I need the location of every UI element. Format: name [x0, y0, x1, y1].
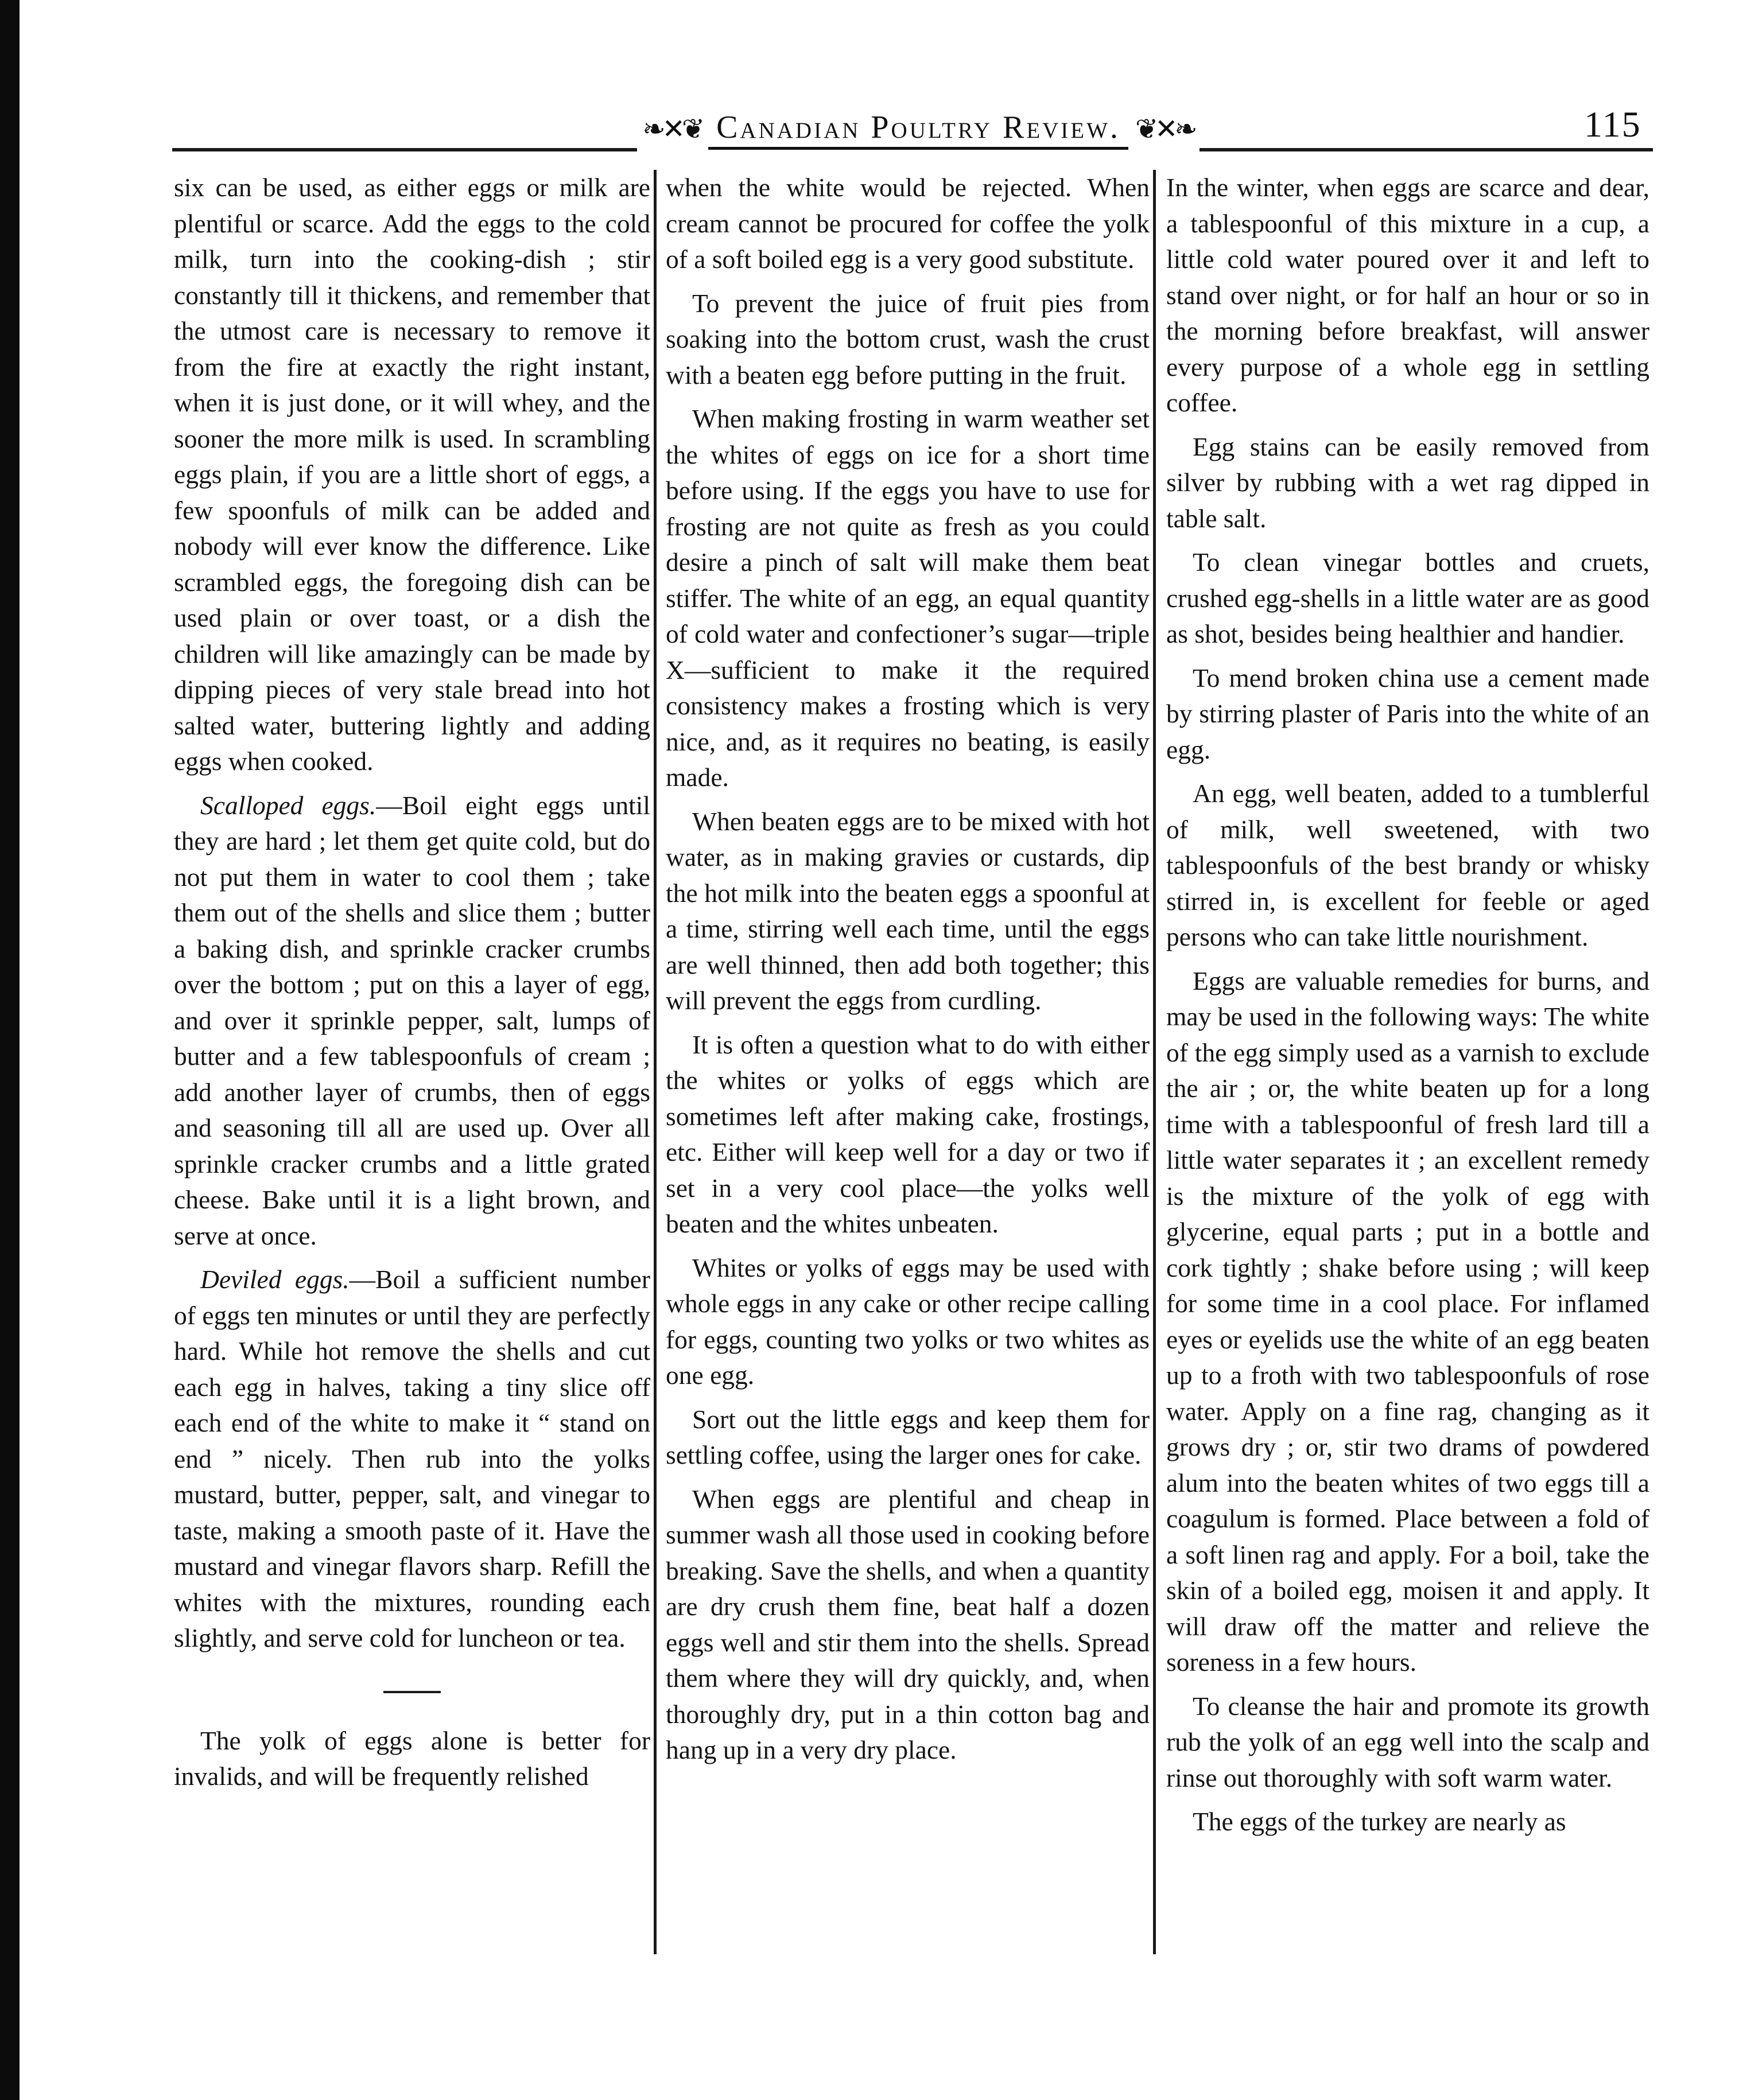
column-rule-right: [1153, 170, 1156, 1954]
masthead-right-ornament-icon: ❦✕❧: [1135, 113, 1194, 145]
paragraph: Whites or yolks of eggs may be used with whole eggs in any cake or other recipe calling for eggs, counting two yolks or two whites as one egg.: [666, 1253, 1150, 1390]
scan-edge-border: [0, 0, 20, 2100]
paragraph-deviled-eggs: [174, 1262, 650, 1656]
paragraph: Sort out the little eggs and keep them for settling coffee, using the larger ones for cake.: [666, 1404, 1150, 1469]
paragraph: To prevent the juice of fruit pies from soaking into the bottom crust, wash the crust with a beaten egg before putting in the fruit.: [666, 288, 1150, 390]
text-column-1: [174, 170, 650, 1954]
paragraph: In the winter, when eggs are scarce and dear, a tablespoonful of this mixture in a cup, a little cold water poured over it and left to stand over night, or for half an hour or so in the morning before breakfast, will answer every purpose of a whole egg in settling coffee.: [1166, 173, 1649, 417]
masthead: [643, 98, 1194, 161]
paragraph: The eggs of the turkey are nearly as: [1193, 1807, 1566, 1836]
paragraph: To clean vinegar bottles and cruets, crushed egg-shells in a little water are as good as shot, besides being healthier and handier.: [1166, 547, 1649, 648]
paragraph: when the white would be rejected. When cream cannot be procured for coffee the yolk of a soft boiled egg is a very good substitute.: [666, 173, 1150, 274]
recipe-heading: Deviled eggs.: [200, 1265, 350, 1294]
text-column-2: [666, 170, 1150, 1954]
paragraph: An egg, well beaten, added to a tumblerful of milk, well sweetened, with two tablespoonfuls of the best brandy or whisky stirred in, is excellent for feeble or aged persons who can take little nourishment.: [1166, 779, 1649, 951]
paragraph: To mend broken china use a cement made by stirring plaster of Paris into the white of an egg.: [1166, 663, 1649, 764]
paragraph: When beaten eggs are to be mixed with hot water, as in making gravies or custards, dip the hot milk into the beaten eggs a spoonful at a time, stirring well each time, until the eggs are well thinned, then add both together; this will prevent the eggs from curdling.: [666, 806, 1150, 1015]
recipe-heading: Scalloped eggs.: [200, 790, 376, 820]
section-divider: [383, 1691, 441, 1693]
header-rule-left: [172, 148, 637, 151]
masthead-left-ornament-icon: ❧✕❦: [642, 113, 702, 145]
paragraph: Egg stains can be easily removed from silver by rubbing with a wet rag dipped in table salt.: [1166, 431, 1649, 533]
paragraph: It is often a question what to do with either the whites or yolks of eggs which are sometimes left after making cake, frostings, etc. Either will keep well for a day or two if set in a very cool place—the yolks well beaten and the whites unbeaten.: [666, 1029, 1150, 1238]
recipe-body: —Boil a sufficient number of eggs ten minutes or until they are perfectly hard. While hot remove the shells and cut each egg in halves, taking a tiny slice off each end of the white to make it “ stand on end ” nicely. Then rub into the yolks mustard, butter, pepper, salt, and vinegar to taste, making a smooth paste of it. Have the mustard and vinegar flavors sharp. Refill the whites with the mixtures, rounding each slightly, and serve cold for luncheon or tea.: [174, 1265, 650, 1652]
paragraph: To cleanse the hair and promote its growth rub the yolk of an egg well into the scalp and rinse out thoroughly with soft warm water.: [1166, 1691, 1649, 1792]
recipe-body: —Boil eight eggs until they are hard ; let them get quite cold, but do not put them in water to cool them ; take them out of the shells and slice them ; butter a baking dish, and sprinkle cracker crumbs over the bottom ; put on this a layer of egg, and over it sprinkle pepper, salt, lumps of butter and a few tablespoonfuls of cream ; add another layer of crumbs, then of eggs and seasoning till all are used up. Over all sprinkle cracker crumbs and a little grated cheese. Bake until it is a light brown, and serve at once.: [174, 790, 651, 1250]
page-number: 115: [1584, 104, 1641, 145]
masthead-title: Canadian Poultry Review.: [708, 109, 1128, 150]
paragraph-scalloped-eggs: [174, 788, 650, 1254]
paragraph: When eggs are plentiful and cheap in summer wash all those used in cooking before breaking. Save the shells, and when a quantity are dry crush them fine, beat half a dozen eggs well and stir them into the shells. Spread them where they will dry quickly, and, when thoroughly dry, put in a thin cotton bag and hang up in a very dry place.: [666, 1484, 1150, 1764]
paragraph: six can be used, as either eggs or milk are plentiful or scarce. Add the eggs to the cold milk, turn into the cooking-dish ; stir constantly till it thickens, and remember that the utmost care is necessary to remove it from the fire at exactly the right instant, when it is just done, or it will whey, and the sooner the more milk is used. In scrambling eggs plain, if you are a little short of eggs, a few spoonfuls of milk can be added and nobody will ever know the difference. Like scrambled eggs, the foregoing dish can be used plain or over toast, or a dish the children will like amazingly can be made by dipping pieces of very stale bread into hot salted water, buttering lightly and adding eggs when cooked.: [174, 173, 650, 776]
page-header: [172, 86, 1659, 172]
column-rule-left: [654, 170, 657, 1954]
paragraph: The yolk of eggs alone is better for invalids, and will be frequently relished: [174, 1725, 650, 1791]
text-column-3: [1166, 170, 1649, 1954]
paragraph: When making frosting in warm weather set the whites of eggs on ice for a short time before using. If the eggs you have to use for frosting are not quite as fresh as you could desire a pinch of salt will make them beat stiffer. The white of an egg, an equal quantity of cold water and confectioner’s sugar—triple X—sufficient to make it the required consistency makes a frosting which is very nice, and, as it requires no beating, is easily made.: [666, 404, 1150, 792]
header-rule-right: [1200, 148, 1653, 151]
paragraph: Eggs are valuable remedies for burns, and may be used in the following ways: The white of the egg simply used as a varnish to exclude the air ; or, the white beaten up for a long time with a tablespoonful of fresh lard till a little water separates it ; an excellent remedy is the mixture of the yolk of egg with glycerine, equal parts ; put in a bottle and cork tightly ; shake before using ; will keep for some time in a cool place. For inflamed eyes or eyelids use the white of an egg beaten up to a froth with two tablespoonfuls of rose water. Apply on a fine rag, changing as it grows dry ; or, stir two drams of powdered alum into the beaten whites of two eggs till a coagulum is formed. Place between a fold of a soft linen rag and apply. For a boil, take the skin of a boiled egg, moisen it and apply. It will draw off the matter and relieve the soreness in a few hours.: [1166, 966, 1649, 1677]
